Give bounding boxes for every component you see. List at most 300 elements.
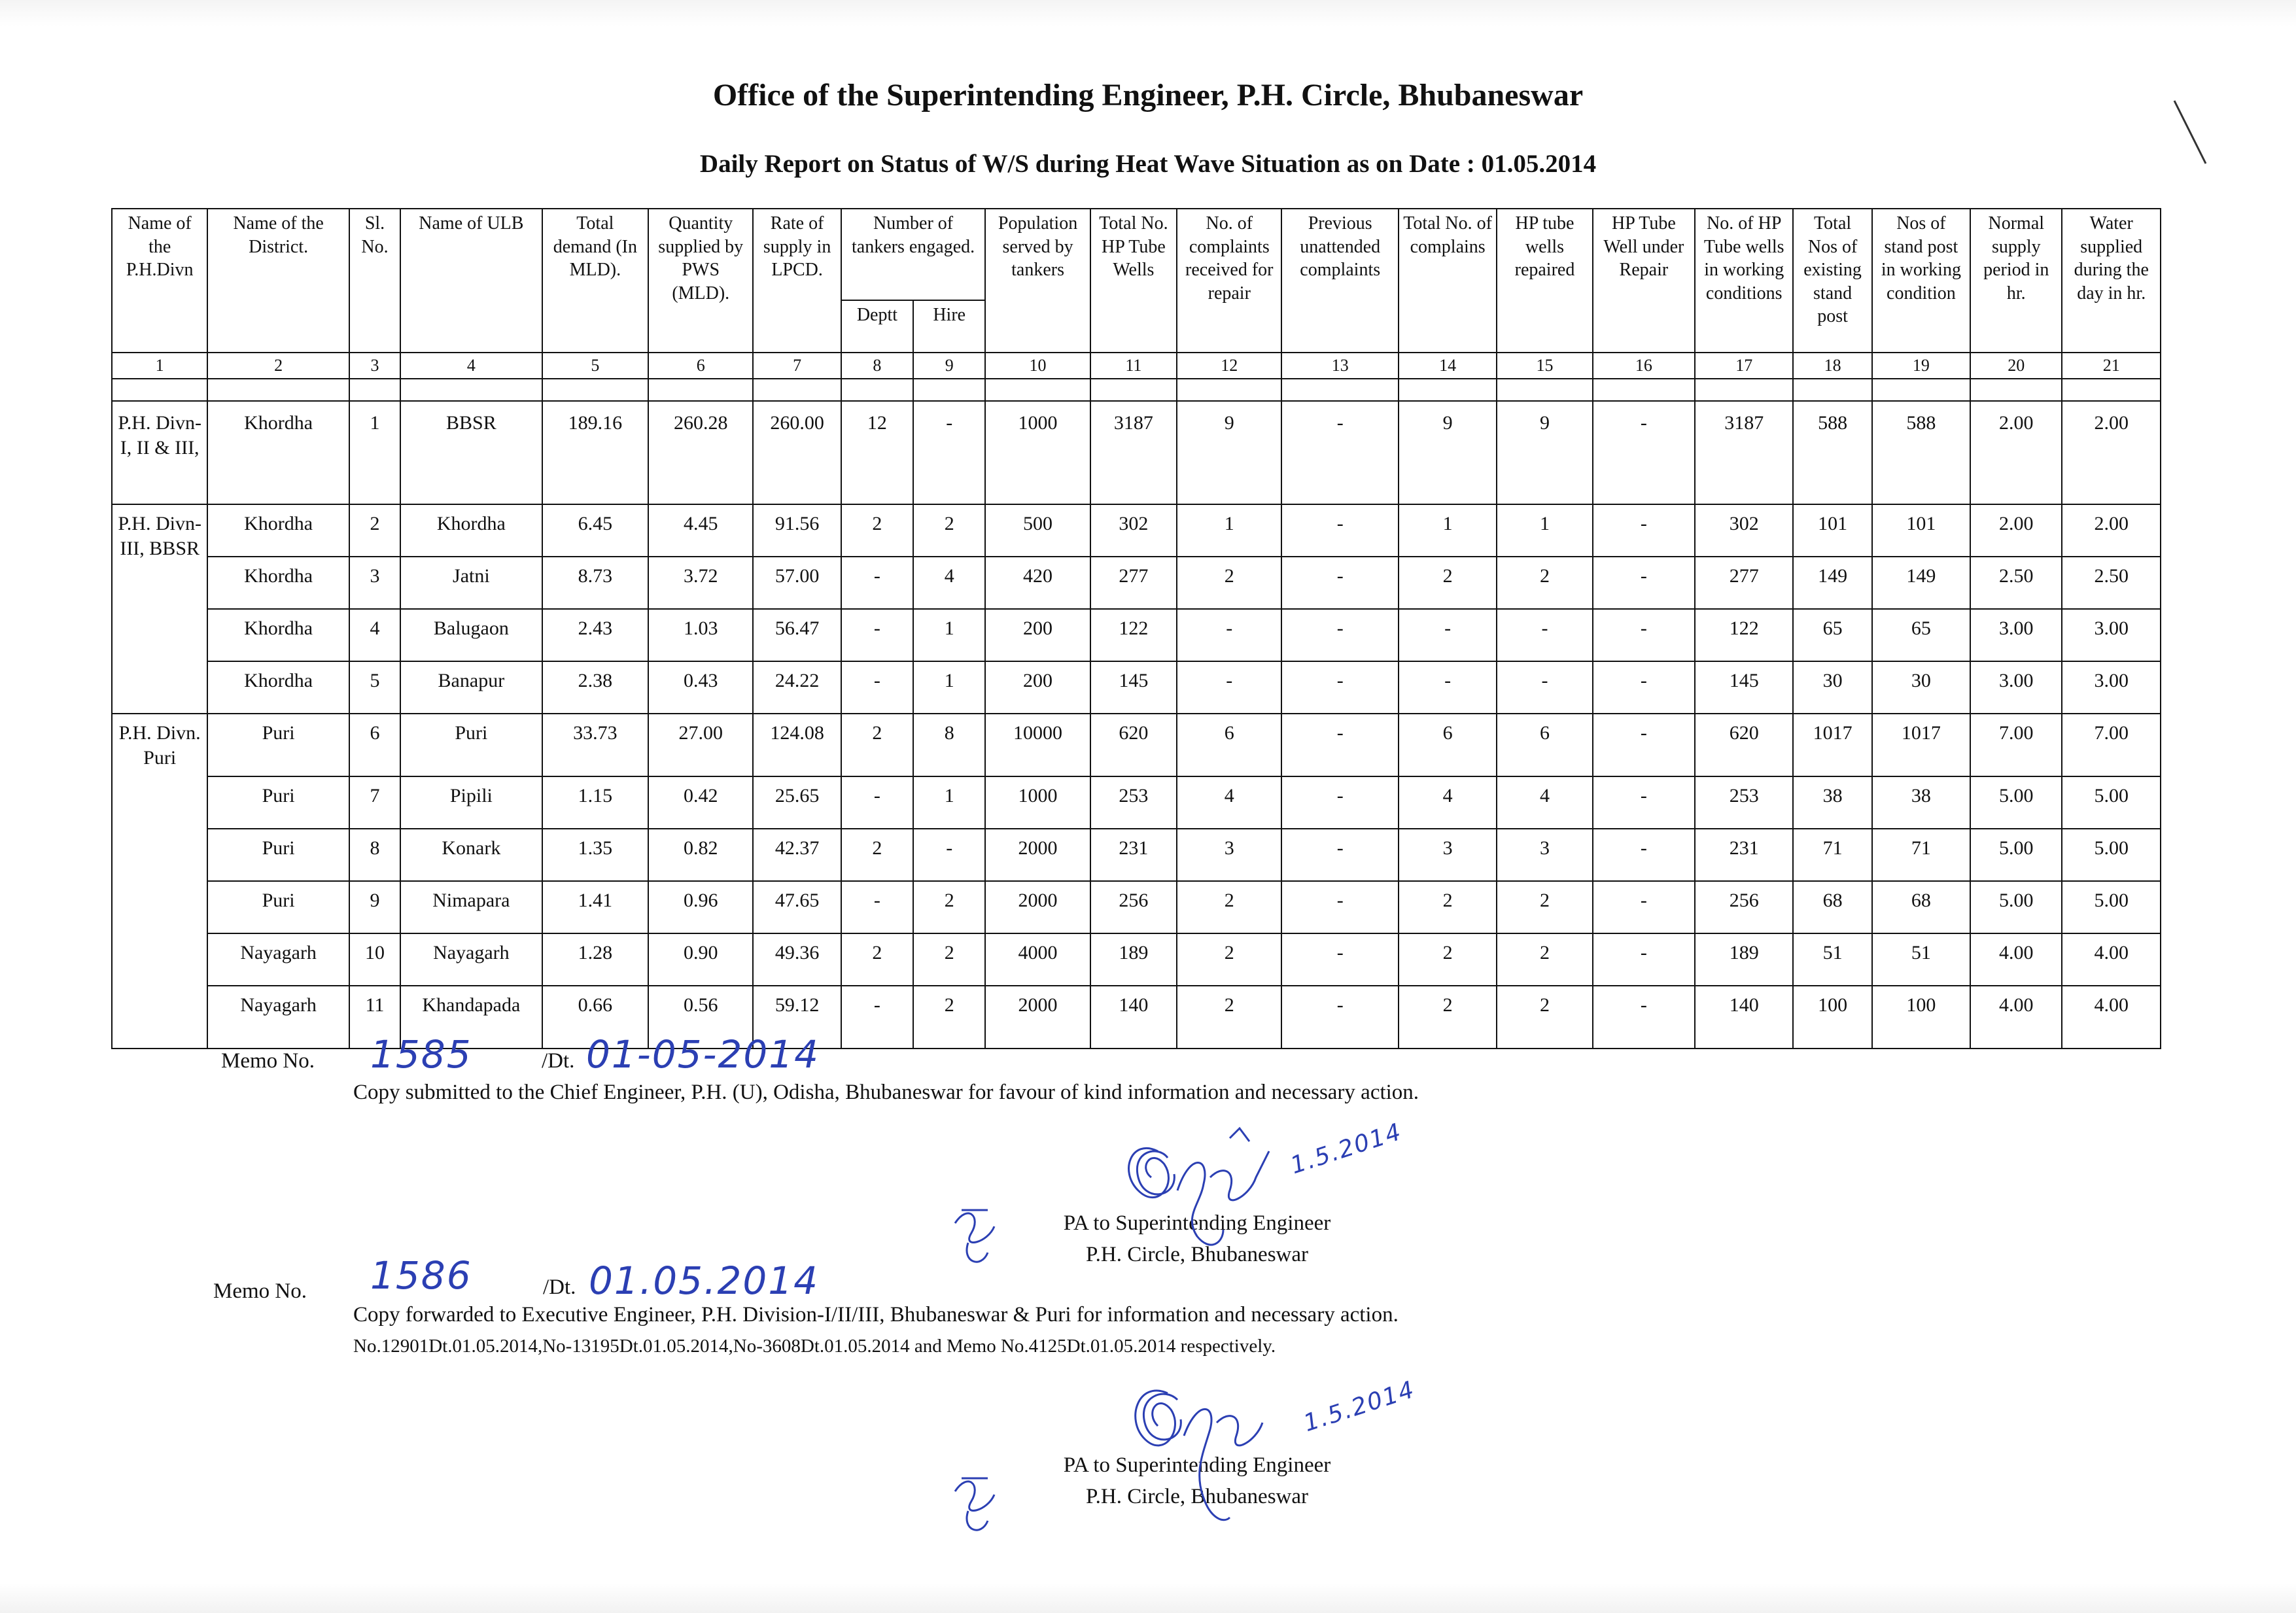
memo2-number: 1586 bbox=[370, 1253, 472, 1298]
memo1-label: Memo No. bbox=[221, 1049, 315, 1073]
table-cell: 3.00 bbox=[1970, 661, 2062, 714]
table-cell: 2 bbox=[913, 881, 985, 933]
spacer-cell bbox=[542, 379, 648, 401]
table-cell: 7.00 bbox=[2062, 714, 2161, 776]
table-cell: 3 bbox=[1399, 829, 1497, 881]
header-rate: Rate of supply in LPCD. bbox=[753, 209, 841, 353]
header-quantity: Quantity supplied by PWS (MLD). bbox=[648, 209, 753, 353]
table-cell: 1017 bbox=[1793, 714, 1871, 776]
column-number-cell: 20 bbox=[1970, 353, 2062, 379]
table-cell: 8 bbox=[913, 714, 985, 776]
table-cell: Puri bbox=[207, 829, 349, 881]
table-cell: 2 bbox=[1497, 557, 1592, 609]
column-number-cell: 9 bbox=[913, 353, 985, 379]
table-cell: - bbox=[1281, 504, 1398, 557]
header-tankers: Number of tankers engaged. bbox=[841, 209, 986, 300]
column-number-cell: 3 bbox=[349, 353, 400, 379]
table-cell: - bbox=[841, 557, 913, 609]
table-cell: Banapur bbox=[400, 661, 542, 714]
table-cell: 4 bbox=[913, 557, 985, 609]
table-cell: 149 bbox=[1872, 557, 1970, 609]
table-cell: 5.00 bbox=[1970, 881, 2062, 933]
table-cell: - bbox=[1593, 829, 1695, 881]
table-cell: 51 bbox=[1793, 933, 1871, 986]
table-cell: 4.00 bbox=[2062, 986, 2161, 1049]
spacer-cell bbox=[1090, 379, 1177, 401]
table-row bbox=[112, 609, 2161, 661]
table-cell: 200 bbox=[985, 661, 1090, 714]
table-body bbox=[112, 401, 2161, 1049]
table-cell: - bbox=[1593, 714, 1695, 776]
table-cell: 2 bbox=[1177, 881, 1281, 933]
spacer-cell bbox=[1872, 379, 1970, 401]
table-cell: 2 bbox=[1177, 557, 1281, 609]
column-number-cell: 21 bbox=[2062, 353, 2161, 379]
table-cell: 0.66 bbox=[542, 986, 648, 1049]
table-cell: 101 bbox=[1793, 504, 1871, 557]
table-cell: 1 bbox=[913, 776, 985, 829]
table-cell: 189.16 bbox=[542, 401, 648, 504]
table-cell: 3.00 bbox=[2062, 609, 2161, 661]
spacer-cell bbox=[2062, 379, 2161, 401]
table-cell: 0.96 bbox=[648, 881, 753, 933]
table-cell: Balugaon bbox=[400, 609, 542, 661]
table-cell: 231 bbox=[1695, 829, 1793, 881]
table-cell: 7.00 bbox=[1970, 714, 2062, 776]
table-cell: 4000 bbox=[985, 933, 1090, 986]
table-row bbox=[112, 881, 2161, 933]
table-cell: 9 bbox=[1399, 401, 1497, 504]
memo2-text: Copy forwarded to Executive Engineer, P.H. Division-I/II/III, Bhubaneswar & Puri for information and necessary action. bbox=[353, 1303, 1399, 1327]
column-number-cell: 18 bbox=[1793, 353, 1871, 379]
table-cell: 6 bbox=[1497, 714, 1592, 776]
table-cell: 49.36 bbox=[753, 933, 841, 986]
table-cell: 6 bbox=[1399, 714, 1497, 776]
table-cell: 2 bbox=[913, 504, 985, 557]
table-cell: 2 bbox=[1177, 933, 1281, 986]
table-cell: 47.65 bbox=[753, 881, 841, 933]
table-cell: 0.42 bbox=[648, 776, 753, 829]
table-cell: 3187 bbox=[1695, 401, 1793, 504]
table-cell: 4.00 bbox=[1970, 933, 2062, 986]
header-hp-wells: Total No. HP Tube Wells bbox=[1090, 209, 1177, 353]
table-cell: - bbox=[1281, 829, 1398, 881]
table-cell: 302 bbox=[1090, 504, 1177, 557]
spacer-cell bbox=[753, 379, 841, 401]
table-cell: 2 bbox=[841, 714, 913, 776]
table-cell: 145 bbox=[1695, 661, 1793, 714]
table-cell: 122 bbox=[1090, 609, 1177, 661]
table-cell: 8.73 bbox=[542, 557, 648, 609]
header-previous: Previous unattended complaints bbox=[1281, 209, 1398, 353]
spacer-cell bbox=[1281, 379, 1398, 401]
table-cell: 3187 bbox=[1090, 401, 1177, 504]
table-cell: 2000 bbox=[985, 986, 1090, 1049]
table-row bbox=[112, 714, 2161, 776]
table-cell: Puri bbox=[400, 714, 542, 776]
table-cell: 5.00 bbox=[1970, 829, 2062, 881]
spacer-cell bbox=[1793, 379, 1871, 401]
table-cell: 65 bbox=[1793, 609, 1871, 661]
table-cell: 1.41 bbox=[542, 881, 648, 933]
spacer-cell bbox=[112, 379, 207, 401]
table-cell: 253 bbox=[1695, 776, 1793, 829]
spacer-cell bbox=[349, 379, 400, 401]
table-cell: Khordha bbox=[207, 557, 349, 609]
table-cell: - bbox=[1497, 609, 1592, 661]
header-total-complains: Total No. of complains bbox=[1399, 209, 1497, 353]
table-cell: 1 bbox=[1497, 504, 1592, 557]
table-cell: 1 bbox=[349, 401, 400, 504]
table-cell: 2.00 bbox=[1970, 504, 2062, 557]
table-row bbox=[112, 829, 2161, 881]
table-cell: - bbox=[1281, 933, 1398, 986]
spacer-cell bbox=[841, 379, 913, 401]
table-cell: 9 bbox=[349, 881, 400, 933]
table-cell: - bbox=[841, 986, 913, 1049]
table-cell: - bbox=[1593, 881, 1695, 933]
table-cell: - bbox=[1281, 881, 1398, 933]
table-cell: Khordha bbox=[207, 609, 349, 661]
status-report-table bbox=[111, 208, 2161, 1049]
table-cell: 1 bbox=[1177, 504, 1281, 557]
table-cell: - bbox=[841, 776, 913, 829]
column-number-cell: 4 bbox=[400, 353, 542, 379]
table-cell: - bbox=[1281, 557, 1398, 609]
table-cell: 2 bbox=[349, 504, 400, 557]
table-row bbox=[112, 776, 2161, 829]
table-cell: 302 bbox=[1695, 504, 1793, 557]
table-cell: 57.00 bbox=[753, 557, 841, 609]
table-cell: 100 bbox=[1872, 986, 1970, 1049]
table-cell: Khordha bbox=[207, 661, 349, 714]
table-cell: 2000 bbox=[985, 829, 1090, 881]
table-cell: 2000 bbox=[985, 881, 1090, 933]
table-cell: 1.15 bbox=[542, 776, 648, 829]
table-cell: Pipili bbox=[400, 776, 542, 829]
spacer-row bbox=[112, 379, 2161, 401]
table-cell: 9 bbox=[1497, 401, 1592, 504]
column-number-row bbox=[112, 353, 2161, 379]
column-number-cell: 17 bbox=[1695, 353, 1793, 379]
table-cell: - bbox=[1593, 609, 1695, 661]
table-cell: 588 bbox=[1872, 401, 1970, 504]
memo1-date: 01-05-2014 bbox=[586, 1032, 820, 1077]
table-cell: 68 bbox=[1793, 881, 1871, 933]
spacer-cell bbox=[1593, 379, 1695, 401]
table-cell: 2 bbox=[1399, 933, 1497, 986]
memo2-sign-line1: PA to Superintending Engineer bbox=[1063, 1453, 1331, 1477]
table-cell: 2 bbox=[1177, 986, 1281, 1049]
table-cell: 620 bbox=[1090, 714, 1177, 776]
table-cell: - bbox=[1281, 401, 1398, 504]
table-cell: 620 bbox=[1695, 714, 1793, 776]
table-cell: Khordha bbox=[207, 504, 349, 557]
table-cell: 1000 bbox=[985, 401, 1090, 504]
table-cell: 25.65 bbox=[753, 776, 841, 829]
column-number-cell: 8 bbox=[841, 353, 913, 379]
table-row bbox=[112, 661, 2161, 714]
table-cell: 2.00 bbox=[2062, 504, 2161, 557]
memo2-label: Memo No. bbox=[213, 1279, 307, 1303]
table-cell: 6.45 bbox=[542, 504, 648, 557]
table-cell: - bbox=[913, 829, 985, 881]
table-cell: 2 bbox=[1497, 986, 1592, 1049]
memo2-sign-date: 1.5.2014 bbox=[1300, 1376, 1419, 1438]
pen-stroke-mark bbox=[2172, 98, 2211, 170]
table-cell: - bbox=[1177, 609, 1281, 661]
table-cell: - bbox=[1593, 986, 1695, 1049]
table-cell: 42.37 bbox=[753, 829, 841, 881]
table-cell: 5.00 bbox=[2062, 776, 2161, 829]
table-cell: 0.43 bbox=[648, 661, 753, 714]
memo1-number: 1585 bbox=[370, 1032, 472, 1077]
table-cell: 5 bbox=[349, 661, 400, 714]
memo2-date: 01.05.2014 bbox=[589, 1258, 820, 1303]
spacer-cell bbox=[207, 379, 349, 401]
table-cell: 91.56 bbox=[753, 504, 841, 557]
table-cell: - bbox=[1593, 776, 1695, 829]
table-cell: 2.50 bbox=[1970, 557, 2062, 609]
table-cell: 256 bbox=[1695, 881, 1793, 933]
table-cell: 1000 bbox=[985, 776, 1090, 829]
table-cell: 140 bbox=[1695, 986, 1793, 1049]
table-cell: 12 bbox=[841, 401, 913, 504]
table-cell: 253 bbox=[1090, 776, 1177, 829]
table-cell: 4.00 bbox=[1970, 986, 2062, 1049]
memo1-signature bbox=[942, 1112, 1308, 1275]
header-ulb: Name of ULB bbox=[400, 209, 542, 353]
table-cell: - bbox=[1281, 609, 1398, 661]
table-cell: 1.03 bbox=[648, 609, 753, 661]
table-cell: 2 bbox=[913, 933, 985, 986]
table-cell: 260.28 bbox=[648, 401, 753, 504]
table-cell: 0.82 bbox=[648, 829, 753, 881]
table-cell: 10000 bbox=[985, 714, 1090, 776]
division-cell: P.H. Divn-III, BBSR bbox=[112, 504, 207, 714]
column-number-cell: 12 bbox=[1177, 353, 1281, 379]
table-cell: - bbox=[1497, 661, 1592, 714]
column-number-cell: 14 bbox=[1399, 353, 1497, 379]
column-number-cell: 7 bbox=[753, 353, 841, 379]
table-cell: - bbox=[1281, 986, 1398, 1049]
memo1-dt-label: /Dt. bbox=[542, 1049, 575, 1073]
table-cell: 71 bbox=[1793, 829, 1871, 881]
table-cell: 4 bbox=[349, 609, 400, 661]
header-district: Name of the District. bbox=[207, 209, 349, 353]
spacer-cell bbox=[985, 379, 1090, 401]
column-number-cell: 11 bbox=[1090, 353, 1177, 379]
page-subtitle: Daily Report on Status of W/S during Heat Wave Situation as on Date : 01.05.2014 bbox=[699, 150, 1597, 178]
table-cell: 2 bbox=[1497, 933, 1592, 986]
table-cell: 2 bbox=[1399, 557, 1497, 609]
table-cell: Nayagarh bbox=[400, 933, 542, 986]
table-cell: 1 bbox=[913, 609, 985, 661]
header-stand-post: Total Nos of existing stand post bbox=[1793, 209, 1871, 353]
table-cell: 6 bbox=[349, 714, 400, 776]
table-cell: 3 bbox=[1177, 829, 1281, 881]
table-cell: 65 bbox=[1872, 609, 1970, 661]
table-cell: Puri bbox=[207, 714, 349, 776]
table-cell: 200 bbox=[985, 609, 1090, 661]
table-cell: 2.00 bbox=[2062, 401, 2161, 504]
column-number-cell: 6 bbox=[648, 353, 753, 379]
table-cell: 277 bbox=[1090, 557, 1177, 609]
column-number-cell: 13 bbox=[1281, 353, 1398, 379]
memo2-references: No.12901Dt.01.05.2014,No-13195Dt.01.05.2014,No-3608Dt.01.05.2014 and Memo No.4125Dt.01.05.2014 respectively. bbox=[353, 1336, 1276, 1357]
table-cell: 2 bbox=[841, 933, 913, 986]
spacer-cell bbox=[1399, 379, 1497, 401]
table-cell: Jatni bbox=[400, 557, 542, 609]
table-cell: - bbox=[1593, 557, 1695, 609]
table-cell: 3 bbox=[349, 557, 400, 609]
table-cell: Nayagarh bbox=[207, 933, 349, 986]
table-cell: 3.00 bbox=[1970, 609, 2062, 661]
spacer-cell bbox=[1497, 379, 1592, 401]
table-cell: 24.22 bbox=[753, 661, 841, 714]
table-cell: 71 bbox=[1872, 829, 1970, 881]
header-row bbox=[112, 209, 2161, 300]
header-hire: Hire bbox=[913, 300, 985, 353]
spacer-cell bbox=[913, 379, 985, 401]
table-row bbox=[112, 504, 2161, 557]
table-cell: - bbox=[1399, 661, 1497, 714]
table-cell: Khordha bbox=[207, 401, 349, 504]
table-cell: - bbox=[841, 881, 913, 933]
table-cell: 2.43 bbox=[542, 609, 648, 661]
table-cell: 4 bbox=[1497, 776, 1592, 829]
table-cell: 11 bbox=[349, 986, 400, 1049]
table-cell: 2 bbox=[841, 829, 913, 881]
table-cell: 189 bbox=[1090, 933, 1177, 986]
table-cell: - bbox=[1177, 661, 1281, 714]
column-number-cell: 2 bbox=[207, 353, 349, 379]
table-cell: 2.38 bbox=[542, 661, 648, 714]
table-cell: 30 bbox=[1793, 661, 1871, 714]
memo1-text: Copy submitted to the Chief Engineer, P.H. (U), Odisha, Bhubaneswar for favour of kind information and necessary action. bbox=[353, 1081, 1419, 1104]
table-cell: 38 bbox=[1793, 776, 1871, 829]
table-cell: 5.00 bbox=[2062, 881, 2161, 933]
table-cell: 51 bbox=[1872, 933, 1970, 986]
table-cell: - bbox=[1281, 776, 1398, 829]
column-number-cell: 10 bbox=[985, 353, 1090, 379]
spacer-cell bbox=[1177, 379, 1281, 401]
header-sl-no: Sl. No. bbox=[349, 209, 400, 353]
table-cell: 149 bbox=[1793, 557, 1871, 609]
header-stand-working: Nos of stand post in working condition bbox=[1872, 209, 1970, 353]
table-cell: 256 bbox=[1090, 881, 1177, 933]
table-cell: - bbox=[1399, 609, 1497, 661]
table-cell: 2.00 bbox=[1970, 401, 2062, 504]
table-cell: Khandapada bbox=[400, 986, 542, 1049]
column-number-cell: 19 bbox=[1872, 353, 1970, 379]
header-deptt: Deptt bbox=[841, 300, 913, 353]
table-cell: 1.28 bbox=[542, 933, 648, 986]
table-cell: - bbox=[1281, 661, 1398, 714]
table-cell: 7 bbox=[349, 776, 400, 829]
table-cell: 100 bbox=[1793, 986, 1871, 1049]
memo1-sign-date: 1.5.2014 bbox=[1287, 1118, 1406, 1180]
table-cell: 56.47 bbox=[753, 609, 841, 661]
table-cell: 1 bbox=[1399, 504, 1497, 557]
table-cell: 33.73 bbox=[542, 714, 648, 776]
memo2-signature bbox=[942, 1361, 1308, 1544]
table-cell: 2.50 bbox=[2062, 557, 2161, 609]
column-number-cell: 16 bbox=[1593, 353, 1695, 379]
table-cell: 8 bbox=[349, 829, 400, 881]
memo1-sign-line1: PA to Superintending Engineer bbox=[1063, 1211, 1331, 1235]
table-cell: 2 bbox=[841, 504, 913, 557]
division-cell: P.H. Divn. Puri bbox=[112, 714, 207, 1049]
table-cell: 4.45 bbox=[648, 504, 753, 557]
table-cell: Nayagarh bbox=[207, 986, 349, 1049]
column-number-cell: 15 bbox=[1497, 353, 1592, 379]
table-cell: 30 bbox=[1872, 661, 1970, 714]
table-cell: Puri bbox=[207, 881, 349, 933]
table-cell: 2 bbox=[1399, 986, 1497, 1049]
header-water-supplied: Water supplied during the day in hr. bbox=[2062, 209, 2161, 353]
table-cell: 140 bbox=[1090, 986, 1177, 1049]
table-cell: Konark bbox=[400, 829, 542, 881]
table-cell: 6 bbox=[1177, 714, 1281, 776]
memo1-sign-line2: P.H. Circle, Bhubaneswar bbox=[1085, 1243, 1309, 1266]
table-row bbox=[112, 401, 2161, 504]
table-cell: - bbox=[1593, 401, 1695, 504]
table-cell: - bbox=[1593, 933, 1695, 986]
table-cell: 5.00 bbox=[2062, 829, 2161, 881]
spacer-cell bbox=[1970, 379, 2062, 401]
table-row bbox=[112, 933, 2161, 986]
table-cell: 9 bbox=[1177, 401, 1281, 504]
table-cell: 2 bbox=[1399, 881, 1497, 933]
table-cell: 68 bbox=[1872, 881, 1970, 933]
header-normal-period: Normal supply period in hr. bbox=[1970, 209, 2062, 353]
table-row bbox=[112, 557, 2161, 609]
table-cell: 1.35 bbox=[542, 829, 648, 881]
spacer-cell bbox=[400, 379, 542, 401]
table-cell: 500 bbox=[985, 504, 1090, 557]
table-cell: Puri bbox=[207, 776, 349, 829]
table-cell: 231 bbox=[1090, 829, 1177, 881]
memo2-dt-label: /Dt. bbox=[543, 1275, 576, 1299]
table-cell: Nimapara bbox=[400, 881, 542, 933]
table-cell: 38 bbox=[1872, 776, 1970, 829]
spacer-cell bbox=[1695, 379, 1793, 401]
table-cell: 189 bbox=[1695, 933, 1793, 986]
table-cell: 4 bbox=[1399, 776, 1497, 829]
header-complaints: No. of complaints received for repair bbox=[1177, 209, 1281, 353]
table-cell: - bbox=[1593, 504, 1695, 557]
header-demand: Total demand (In MLD). bbox=[542, 209, 648, 353]
header-repaired: HP tube wells repaired bbox=[1497, 209, 1592, 353]
table-cell: 59.12 bbox=[753, 986, 841, 1049]
table-cell: 0.56 bbox=[648, 986, 753, 1049]
table-cell: - bbox=[1281, 714, 1398, 776]
table-cell: - bbox=[841, 609, 913, 661]
table-cell: 10 bbox=[349, 933, 400, 986]
table-cell: 588 bbox=[1793, 401, 1871, 504]
table-cell: 122 bbox=[1695, 609, 1793, 661]
memo2-sign-line2: P.H. Circle, Bhubaneswar bbox=[1085, 1485, 1309, 1508]
table-cell: 1017 bbox=[1872, 714, 1970, 776]
table-cell: - bbox=[1593, 661, 1695, 714]
header-working: No. of HP Tube wells in working conditions bbox=[1695, 209, 1793, 353]
table-cell: 101 bbox=[1872, 504, 1970, 557]
table-cell: 4 bbox=[1177, 776, 1281, 829]
table-cell: BBSR bbox=[400, 401, 542, 504]
table-cell: 4.00 bbox=[2062, 933, 2161, 986]
page-title: Office of the Superintending Engineer, P.H. Circle, Bhubaneswar bbox=[712, 78, 1584, 113]
